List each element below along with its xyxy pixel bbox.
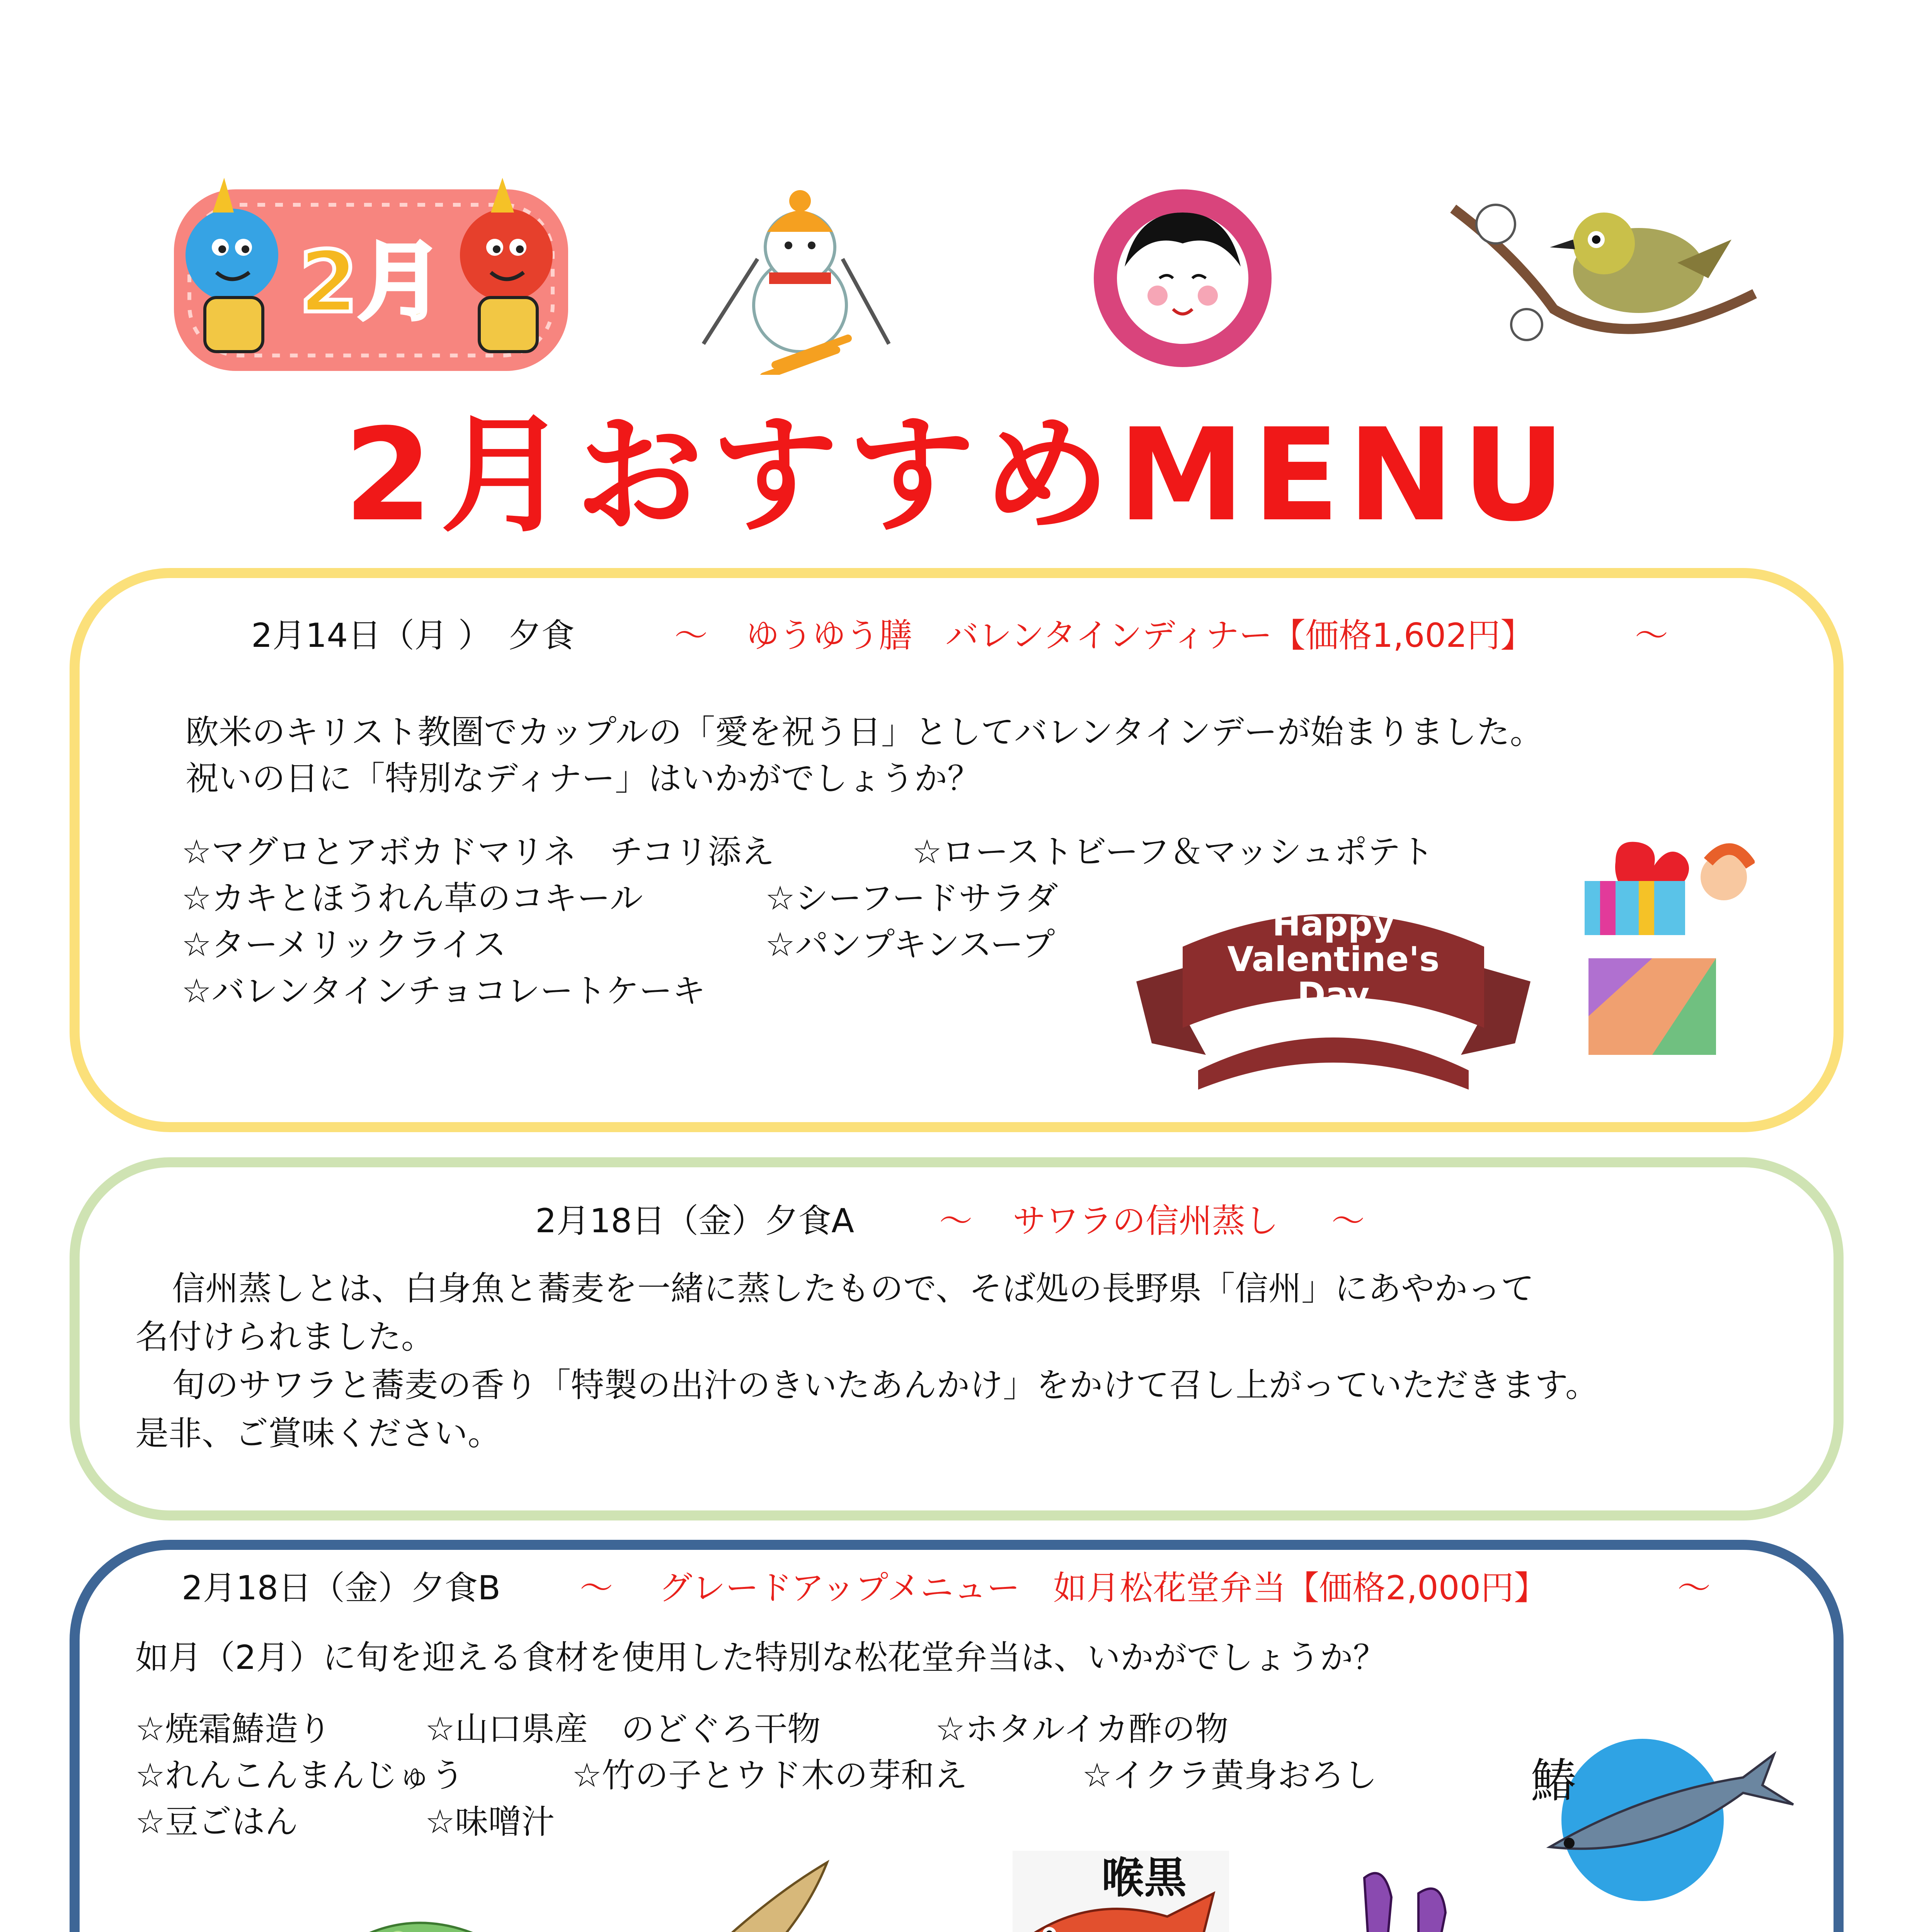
s1-desc-line1: 欧米のキリスト教圏でカップルの「愛を祝う日」としてバレンタインデーが始まりました。 (186, 713, 1543, 752)
s2-line1: 信州蒸しとは、白身魚と蕎麦を一緒に蒸したもので、そば処の長野県「信州」にあやかって (172, 1269, 1534, 1308)
banner-valentines: Valentine's (1227, 939, 1440, 979)
s3-item: ☆れんこんまんじゅう (135, 1756, 465, 1795)
s3-item: ☆豆ごはん (135, 1803, 298, 1841)
banner-happy: Happy (1272, 904, 1395, 944)
s1-desc-line2: 祝いの日に「特別なディナー」はいかがでしょうか？ (186, 759, 981, 798)
peas-icon (359, 1905, 506, 1932)
s3-item: ☆焼霜鰆造り (135, 1710, 332, 1748)
s1-tilde-open: ～ (674, 616, 708, 655)
s3-tilde-close: ～ (1677, 1569, 1711, 1607)
heart-gift-fairy-icon (1569, 831, 1755, 1063)
okame-mask-icon (1090, 185, 1275, 371)
s1-item: ☆ターメリックライス (182, 925, 506, 964)
s2-menu-name: サワラの信州蒸し (1013, 1202, 1279, 1240)
s1-item: ☆パンプキンスープ (765, 925, 1055, 964)
valentine-banner-text (1175, 906, 1492, 1013)
s2-line2: 名付けられました。 (135, 1318, 434, 1356)
s2-tilde-close: ～ (1331, 1202, 1365, 1240)
s1-item: ☆マグロとアボカドマリネ チコリ添え (182, 833, 775, 871)
s1-menu-name: ゆうゆう膳 バレンタインディナー【価格1,602円】 (746, 616, 1534, 655)
s1-item: ☆バレンタインチョコレートケーキ (182, 972, 706, 1010)
s3-item: ☆山口県産 のどぐろ干物 (425, 1710, 821, 1748)
banner-day: Day (1297, 975, 1370, 1015)
mejiro-bird-plum-icon (1438, 193, 1766, 371)
page-title: 2月おすすめMENU (344, 401, 1573, 549)
s1-item: ☆カキとほうれん草のコキール (182, 879, 643, 918)
s3-date: 2月18日（金）夕食B (182, 1569, 501, 1607)
s1-item: ☆ローストビーフ＆マッシュポテト (912, 833, 1434, 871)
s2-line4: 是非、ご賞味ください。 (135, 1414, 501, 1453)
s3-tilde-open: ～ (580, 1569, 613, 1607)
s1-item: ☆シーフードサラダ (765, 879, 1058, 918)
bamboo-shoot-icon (684, 1855, 854, 1932)
s2-tilde-open: ～ (939, 1202, 972, 1240)
s1-date: 2月14日（月 ） 夕食 (251, 616, 575, 655)
s2-line3: 旬のサワラと蕎麦の香り「特製の出汁のきいたあんかけ」をかけて召し上がっていただきます。 (172, 1366, 1599, 1405)
s3-item: ☆竹の子とウド木の芽和え (572, 1756, 968, 1795)
nodoguro-label: 喉黒 (1102, 1853, 1187, 1903)
s3-item: ☆イクラ黄身おろし (1082, 1756, 1377, 1795)
s3-desc: 如月（2月）に旬を迎える食材を使用した特別な松花堂弁当は、いかがでしょうか？ (135, 1638, 1386, 1677)
firefly-squid-icon (1341, 1862, 1465, 1932)
s3-item: ☆味噌汁 (425, 1803, 555, 1841)
s3-menu-name: グレードアップメニュー 如月松花堂弁当【価格2,000円】 (659, 1569, 1548, 1607)
snowman-skiing-icon (680, 182, 912, 375)
sawara-kanji-label: 鰆 (1531, 1754, 1577, 1808)
month-badge-text: 2月 (299, 233, 443, 332)
s3-item: ☆ホタルイカ酢の物 (935, 1710, 1229, 1748)
s2-date: 2月18日（金）夕食A (535, 1202, 854, 1240)
s1-tilde-close: ～ (1635, 616, 1668, 655)
